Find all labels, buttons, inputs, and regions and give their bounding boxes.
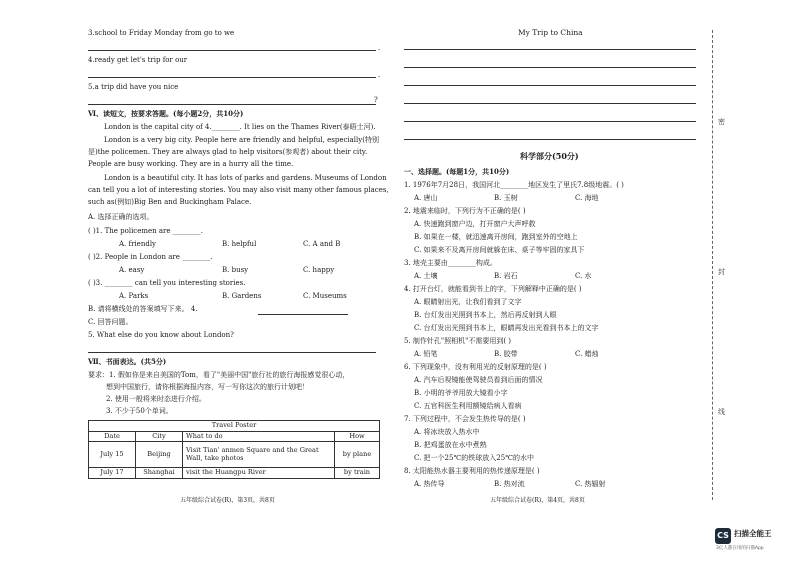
q7-option-a: A. 将冰块放入热水中	[414, 428, 480, 436]
watermark-subtitle: 3亿人都在用的扫描App	[716, 546, 764, 551]
reading-section-title: Ⅵ、读短文，按要求答题。(每小题2分，共10分)	[88, 109, 244, 118]
table-cell: Beijing	[136, 442, 183, 468]
reorder-question-4: 4.ready get let's trip for our	[88, 56, 188, 64]
mc1-option-a: A. friendly	[119, 240, 157, 248]
passage-para-2b: 是)the policemen. They are always glad to help visitors(参观者) about their city.	[88, 148, 368, 156]
passage-para-2c: People are busy working. They are in a hurry all the time.	[88, 160, 294, 168]
table-cell: Visit Tian' anmen Square and the Great Wall, take photos	[183, 442, 335, 468]
passage-para-1: London is the capital city of 4.________. It lies on the Thames River(泰晤士河).	[104, 123, 376, 131]
science-question-8: 8. 太阳能热水器主要利用的热传递原理是( )	[404, 467, 540, 475]
mc-question-3: ( )3. ________ can tell you interesting stories.	[88, 279, 246, 287]
passage-para-3c: such as(例如)Big Ben and Buckingham Palace.	[88, 198, 252, 206]
reorder-question-5: 5.a trip did have you nice	[88, 83, 179, 91]
mc1-option-c: C. A and B	[303, 240, 341, 248]
answer-line	[88, 104, 376, 105]
q2-option-c: C. 如果来不及离开房间就躲在床、桌子等牢固的家具下	[414, 246, 585, 254]
writing-requirement-3: 3. 不少于50个单词。	[106, 407, 173, 415]
q4-option-a: A. 眼睛射出光，让我们看到了文字	[414, 298, 522, 306]
table-cell: by train	[335, 468, 380, 479]
mc2-option-a: A. easy	[119, 266, 145, 274]
mc3-option-c: C. Museums	[303, 292, 347, 300]
q7-option-b: B. 把鸡蛋放在水中煮熟	[414, 441, 487, 449]
q8-option-c: C. 热辐射	[575, 480, 606, 488]
header-activity: What to do	[183, 431, 335, 442]
q5-option-a: A. 铅笔	[414, 350, 438, 358]
mc3-option-a: A. Parks	[119, 292, 149, 300]
q6-option-a: A. 汽车后视镜能使驾驶员看到后面的情况	[414, 376, 543, 384]
punctuation-mark: .	[378, 71, 381, 79]
mc-question-2: ( )2. People in London are ________.	[88, 253, 213, 261]
q8-option-b: B. 热对流	[494, 480, 525, 488]
mc2-option-c: C. happy	[303, 266, 335, 274]
science-question-3: 3. 地壳主要由________构成。	[404, 259, 497, 267]
q6-option-b: B. 小明的爷爷用放大镜看小字	[414, 389, 508, 397]
part-c-title: C. 回答问题。	[88, 318, 133, 326]
part-b-title: B. 请将横线处的答案填写下来。 4.	[88, 305, 198, 313]
q2-option-a: A. 快速跑到窗户边，打开窗户大声呼救	[414, 220, 536, 228]
science-question-5: 5. 制作针孔"照相机"不需要用到( )	[404, 337, 512, 345]
q1-option-c: C. 海地	[575, 194, 599, 202]
writing-section-title: Ⅶ、书面表达。(共5分)	[88, 357, 167, 366]
answer-line	[88, 50, 376, 51]
writing-requirement-2: 2. 使用一般将来时态进行介绍。	[106, 395, 206, 403]
q1-option-a: A. 唐山	[414, 194, 438, 202]
answer-line	[258, 314, 348, 315]
writing-line	[404, 103, 696, 104]
q8-option-a: A. 热传导	[414, 480, 445, 488]
q7-option-c: C. 把一个25℃的铁球放入25℃的水中	[414, 454, 535, 462]
q3-option-a: A. 土壤	[414, 272, 438, 280]
punctuation-mark: .	[378, 44, 381, 52]
science-question-4: 4. 打开台灯，就能看到书上的字，下列解释中正确的是( )	[404, 285, 582, 293]
question-mark: ?	[374, 96, 378, 104]
mc3-option-b: B. Gardens	[222, 292, 262, 300]
science-section-title: 科学部分(50分)	[520, 151, 579, 161]
table-cell: July 15	[89, 442, 136, 468]
q5-option-c: C. 蜡烛	[575, 350, 599, 358]
header-date: Date	[89, 431, 136, 442]
mc2-option-b: B. busy	[222, 266, 249, 274]
mc-question-1: ( )1. The policemen are ________.	[88, 227, 203, 235]
q2-option-b: B. 如果在一楼，就迅速离开房间，跑到室外的空地上	[414, 233, 578, 241]
camscanner-logo-icon: CS	[715, 528, 731, 544]
q1-option-b: B. 玉树	[494, 194, 518, 202]
writing-line	[404, 139, 696, 140]
seal-mark-3: 线	[718, 408, 725, 416]
science-question-2: 2. 地震来临时，下列行为不正确的是( )	[404, 207, 526, 215]
watermark-title: 扫描全能王	[734, 529, 772, 538]
q4-option-b: B. 台灯发出光照到书本上，然后再反射到人眼	[414, 311, 557, 319]
choice-section-title: 一、选择题。(每题1分，共10分)	[404, 167, 510, 176]
table-cell: Shanghai	[136, 468, 183, 479]
answer-line	[88, 352, 376, 353]
q6-option-c: C. 五官科医生利用额镜给病人看病	[414, 402, 522, 410]
passage-para-3a: London is a beautiful city. It has lots of parks and gardens. Museums of London	[104, 174, 387, 182]
part-a-title: A. 选择正确的选项。	[88, 213, 154, 221]
science-question-7: 7. 下列过程中，不会发生热传导的是( )	[404, 415, 526, 423]
page-footer-right: 五年级综合试卷(R)，第4页，共8页	[490, 497, 585, 504]
table-cell: July 17	[89, 468, 136, 479]
mc1-option-b: B. helpful	[222, 240, 257, 248]
poster-title: Travel Poster	[89, 421, 380, 432]
page-footer-left: 五年级综合试卷(R)，第3页，共8页	[180, 497, 275, 504]
table-cell: visit the Huangpu River	[183, 468, 335, 479]
q4-option-c: C. 台灯发出光照到书本上，眼睛再发出光看到书本上的文字	[414, 324, 599, 332]
seal-mark-2: 封	[718, 268, 725, 276]
q3-option-c: C. 水	[575, 272, 592, 280]
q5-option-b: B. 胶带	[494, 350, 518, 358]
writing-requirement-1: 要求：1. 假如你是来自美国的Tom，看了"美丽中国"旅行社的旅行海报感觉很心动，	[88, 371, 350, 379]
header-city: City	[136, 431, 183, 442]
seal-mark-1: 密	[718, 118, 725, 126]
passage-para-2a: London is a very big city. People here are friendly and helpful, especially(特别	[104, 136, 379, 144]
writing-title: My Trip to China	[518, 28, 583, 37]
table-cell: by plane	[335, 442, 380, 468]
reorder-question-3: 3.school to Friday Monday from go to we	[88, 29, 235, 37]
science-question-1: 1. 1976年7月28日，我国河北________地区发生了里氏7.8级地震。( )	[404, 181, 624, 189]
writing-line	[404, 67, 696, 68]
q3-option-b: B. 岩石	[494, 272, 518, 280]
writing-line	[404, 85, 696, 86]
travel-poster-table	[88, 420, 380, 479]
binding-line	[712, 30, 713, 500]
writing-line	[404, 49, 696, 50]
writing-line	[404, 121, 696, 122]
open-question-5: 5. What else do you know about London?	[88, 331, 234, 339]
writing-requirement-1b: 想到中国旅行，请你根据海报内容，写一写你这次的旅行计划吧！	[106, 383, 309, 391]
answer-line	[88, 77, 376, 78]
passage-para-3b: can tell you a lot of interesting stories. You may also visit many other famous places,	[88, 186, 389, 194]
science-question-6: 6. 下列现象中，没有利用光的反射原理的是( )	[404, 363, 547, 371]
header-transport: How	[335, 431, 380, 442]
